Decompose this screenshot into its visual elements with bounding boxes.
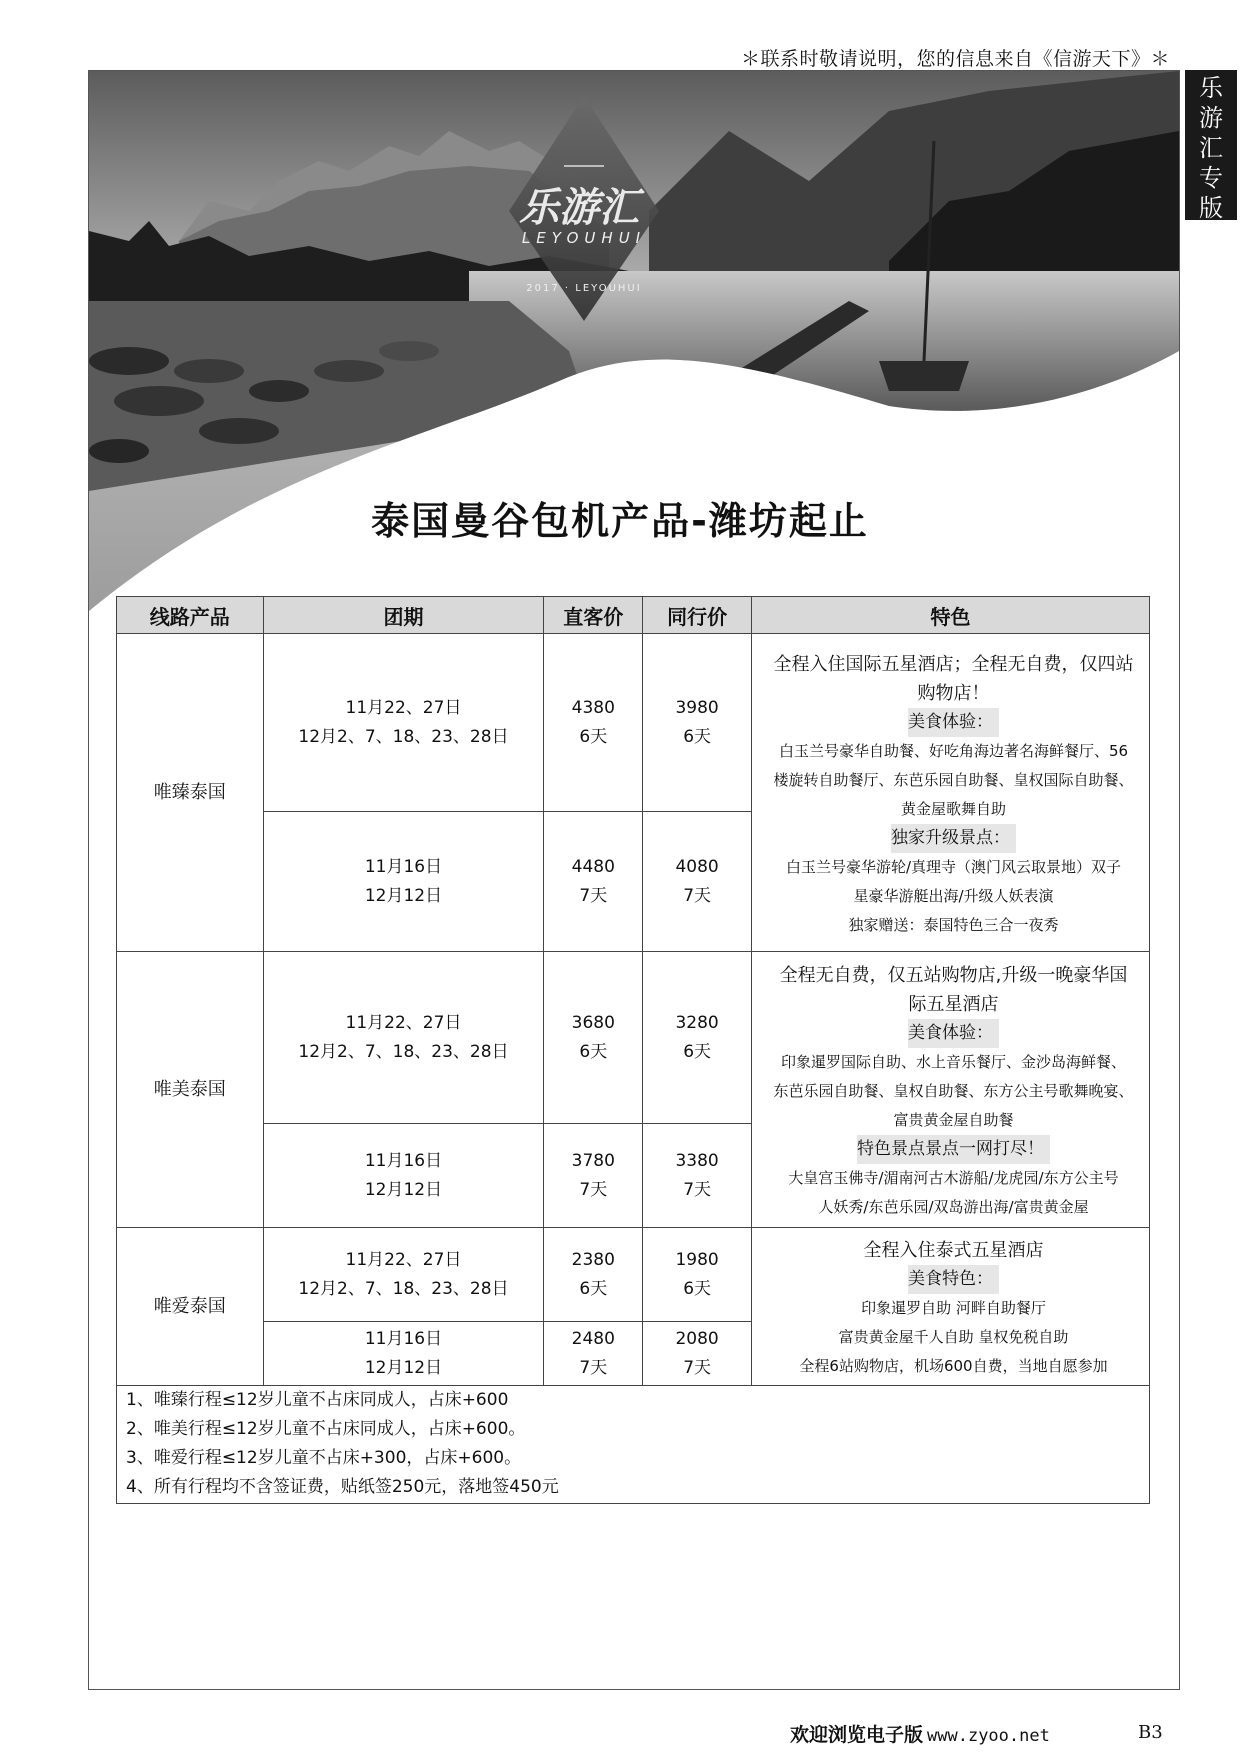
feature-line: 白玉兰号豪华自助餐、好吃角海边著名海鲜餐厅、56 [778, 741, 1129, 760]
peer-price-cell [643, 634, 752, 812]
header-note: ＊联系时敬请说明，您的信息来自《信游天下》＊ [740, 48, 1170, 70]
price-value: 2380 [571, 1249, 615, 1270]
feature-line: 星豪华游艇出海/升级人妖表演 [853, 886, 1054, 905]
price-value: 3380 [675, 1150, 719, 1171]
direct-price-cell [544, 634, 643, 812]
duration: 6天 [683, 1278, 712, 1299]
price-value: 2080 [675, 1328, 719, 1349]
side-tab-char: 乐 [1199, 74, 1223, 102]
side-tab [1185, 70, 1237, 220]
logo-year: 2017 · LEYOUHUI [526, 283, 642, 294]
feature-line: 黄金屋歌舞自助 [901, 799, 1007, 818]
route-name: 唯臻泰国 [117, 634, 264, 952]
footer-url[interactable]: www.zyoo.net [927, 1726, 1050, 1746]
column-header: 同行价 [643, 597, 752, 634]
table-header-row [117, 597, 1150, 634]
price-value: 3280 [675, 1012, 719, 1033]
table-row [117, 1228, 1150, 1322]
logo-text: 乐游汇 [519, 184, 639, 231]
price-value: 3780 [571, 1150, 615, 1171]
date-line: 12月2、7、18、23、28日 [298, 726, 509, 747]
note-line: 1、唯臻行程≤12岁儿童不占床同成人，占床+600 [126, 1390, 509, 1410]
duration: 7天 [683, 1357, 712, 1378]
feature-line: 购物店！ [917, 682, 990, 704]
direct-price-cell [544, 1228, 643, 1322]
duration: 7天 [683, 885, 712, 906]
price-value: 4080 [675, 856, 719, 877]
feature-line: 富贵黄金屋自助餐 [893, 1111, 1014, 1129]
feature-line: 东芭乐园自助餐、皇权自助餐、东方公主号歌舞晚宴、 [773, 1082, 1134, 1100]
column-header: 团期 [263, 597, 544, 634]
duration: 7天 [579, 1179, 608, 1200]
price-value: 4380 [571, 697, 615, 718]
date-line: 11月22、27日 [345, 697, 462, 718]
dates-cell [263, 952, 544, 1124]
feature-line: 富贵黄金屋千人自助 皇权免税自助 [838, 1328, 1069, 1346]
duration: 6天 [579, 726, 608, 747]
product-table [116, 596, 1150, 1386]
date-line: 12月2、7、18、23、28日 [298, 1041, 509, 1062]
date-line: 12月12日 [364, 1179, 443, 1200]
date-line: 11月22、27日 [345, 1249, 462, 1270]
price-value: 3980 [675, 697, 719, 718]
feature-line: 白玉兰号豪华游轮/真理寺（澳门风云取景地）双子 [785, 857, 1122, 876]
page-number: B3 [1138, 1722, 1163, 1743]
peer-price-cell [643, 952, 752, 1124]
feature-line: 大皇宫玉佛寺/湄南河古木游船/龙虎园/东方公主号 [788, 1169, 1119, 1187]
feature-line: 全程入住国际五星酒店；全程无自费，仅四站 [773, 653, 1134, 675]
note-line: 4、所有行程均不含签证费，贴纸签250元，落地签450元 [126, 1477, 559, 1497]
date-line: 11月16日 [364, 1150, 443, 1171]
feature-heading: 特色景点景点一网打尽！ [857, 1135, 1050, 1164]
notes-box [116, 1382, 1150, 1504]
peer-price-cell [643, 812, 752, 952]
duration: 6天 [683, 1041, 712, 1062]
feature-heading: 美食特色： [908, 1265, 999, 1294]
feature-line: 印象暹罗国际自助、水上音乐餐厅、金沙岛海鲜餐、 [781, 1053, 1127, 1071]
dates-cell [263, 1228, 544, 1322]
feature-line: 印象暹罗自助 河畔自助餐厅 [861, 1299, 1046, 1317]
feature-line: 独家赠送：泰国特色三合一夜秀 [848, 915, 1059, 934]
feature-line: 全程入住泰式五星酒店 [863, 1240, 1044, 1261]
price-value: 3680 [571, 1012, 615, 1033]
feature-line: 楼旋转自助餐厅、东芭乐园自助餐、皇权国际自助餐、 [773, 770, 1134, 789]
dates-cell [263, 1322, 544, 1386]
peer-price-cell [643, 1228, 752, 1322]
side-tab-char: 专 [1199, 164, 1223, 192]
feature-heading: 美食体验： [908, 1019, 999, 1048]
table-row [117, 952, 1150, 1124]
dates-cell [263, 812, 544, 952]
dates-cell [263, 1124, 544, 1228]
feature-heading: 美食体验： [908, 708, 999, 737]
date-line: 12月12日 [364, 1357, 443, 1378]
direct-price-cell [544, 952, 643, 1124]
route-name: 唯美泰国 [117, 952, 264, 1228]
price-value: 2480 [571, 1328, 615, 1349]
feature-line: 全程6站购物店，机场600自费，当地自愿参加 [799, 1357, 1108, 1375]
duration: 7天 [683, 1179, 712, 1200]
date-line: 12月12日 [364, 885, 443, 906]
note-line: 3、唯爱行程≤12岁儿童不占床+300，占床+600。 [126, 1448, 522, 1468]
banner-image [89, 71, 1179, 631]
peer-price-cell [643, 1322, 752, 1386]
feature-line: 人妖秀/东芭乐园/双岛游出海/富贵黄金屋 [818, 1198, 1089, 1216]
feature-heading: 独家升级景点： [891, 824, 1016, 853]
date-line: 11月16日 [364, 856, 443, 877]
side-tab-char: 版 [1199, 194, 1223, 222]
column-header: 直客价 [544, 597, 643, 634]
side-tab-char: 汇 [1199, 134, 1223, 162]
features-cell [752, 1228, 1150, 1386]
footer [790, 1720, 1050, 1747]
direct-price-cell [544, 1322, 643, 1386]
duration: 6天 [683, 726, 712, 747]
duration: 6天 [579, 1278, 608, 1299]
price-value: 1980 [675, 1249, 719, 1270]
feature-line: 际五星酒店 [908, 994, 999, 1015]
page-title: 泰国曼谷包机产品-潍坊起止 [371, 499, 869, 543]
side-tab-char: 游 [1199, 104, 1223, 132]
duration: 7天 [579, 1357, 608, 1378]
column-header: 特色 [752, 597, 1150, 634]
date-line: 12月2、7、18、23、28日 [298, 1278, 509, 1299]
peer-price-cell [643, 1124, 752, 1228]
date-line: 11月16日 [364, 1328, 443, 1349]
route-name: 唯爱泰国 [117, 1228, 264, 1386]
direct-price-cell [544, 812, 643, 952]
note-line: 2、唯美行程≤12岁儿童不占床同成人，占床+600。 [126, 1419, 526, 1439]
price-value: 4480 [571, 856, 615, 877]
feature-line: 全程无自费，仅五站购物店,升级一晚豪华国 [779, 965, 1128, 986]
direct-price-cell [544, 1124, 643, 1228]
footer-text: 欢迎浏览电子版 [790, 1724, 924, 1746]
date-line: 11月22、27日 [345, 1012, 462, 1033]
duration: 7天 [579, 885, 608, 906]
features-cell [752, 952, 1150, 1228]
logo-subtext: LEYOUHUI [521, 229, 647, 247]
dates-cell [263, 634, 544, 812]
duration: 6天 [579, 1041, 608, 1062]
table-row [117, 634, 1150, 812]
column-header: 线路产品 [117, 597, 264, 634]
features-cell [752, 634, 1150, 952]
